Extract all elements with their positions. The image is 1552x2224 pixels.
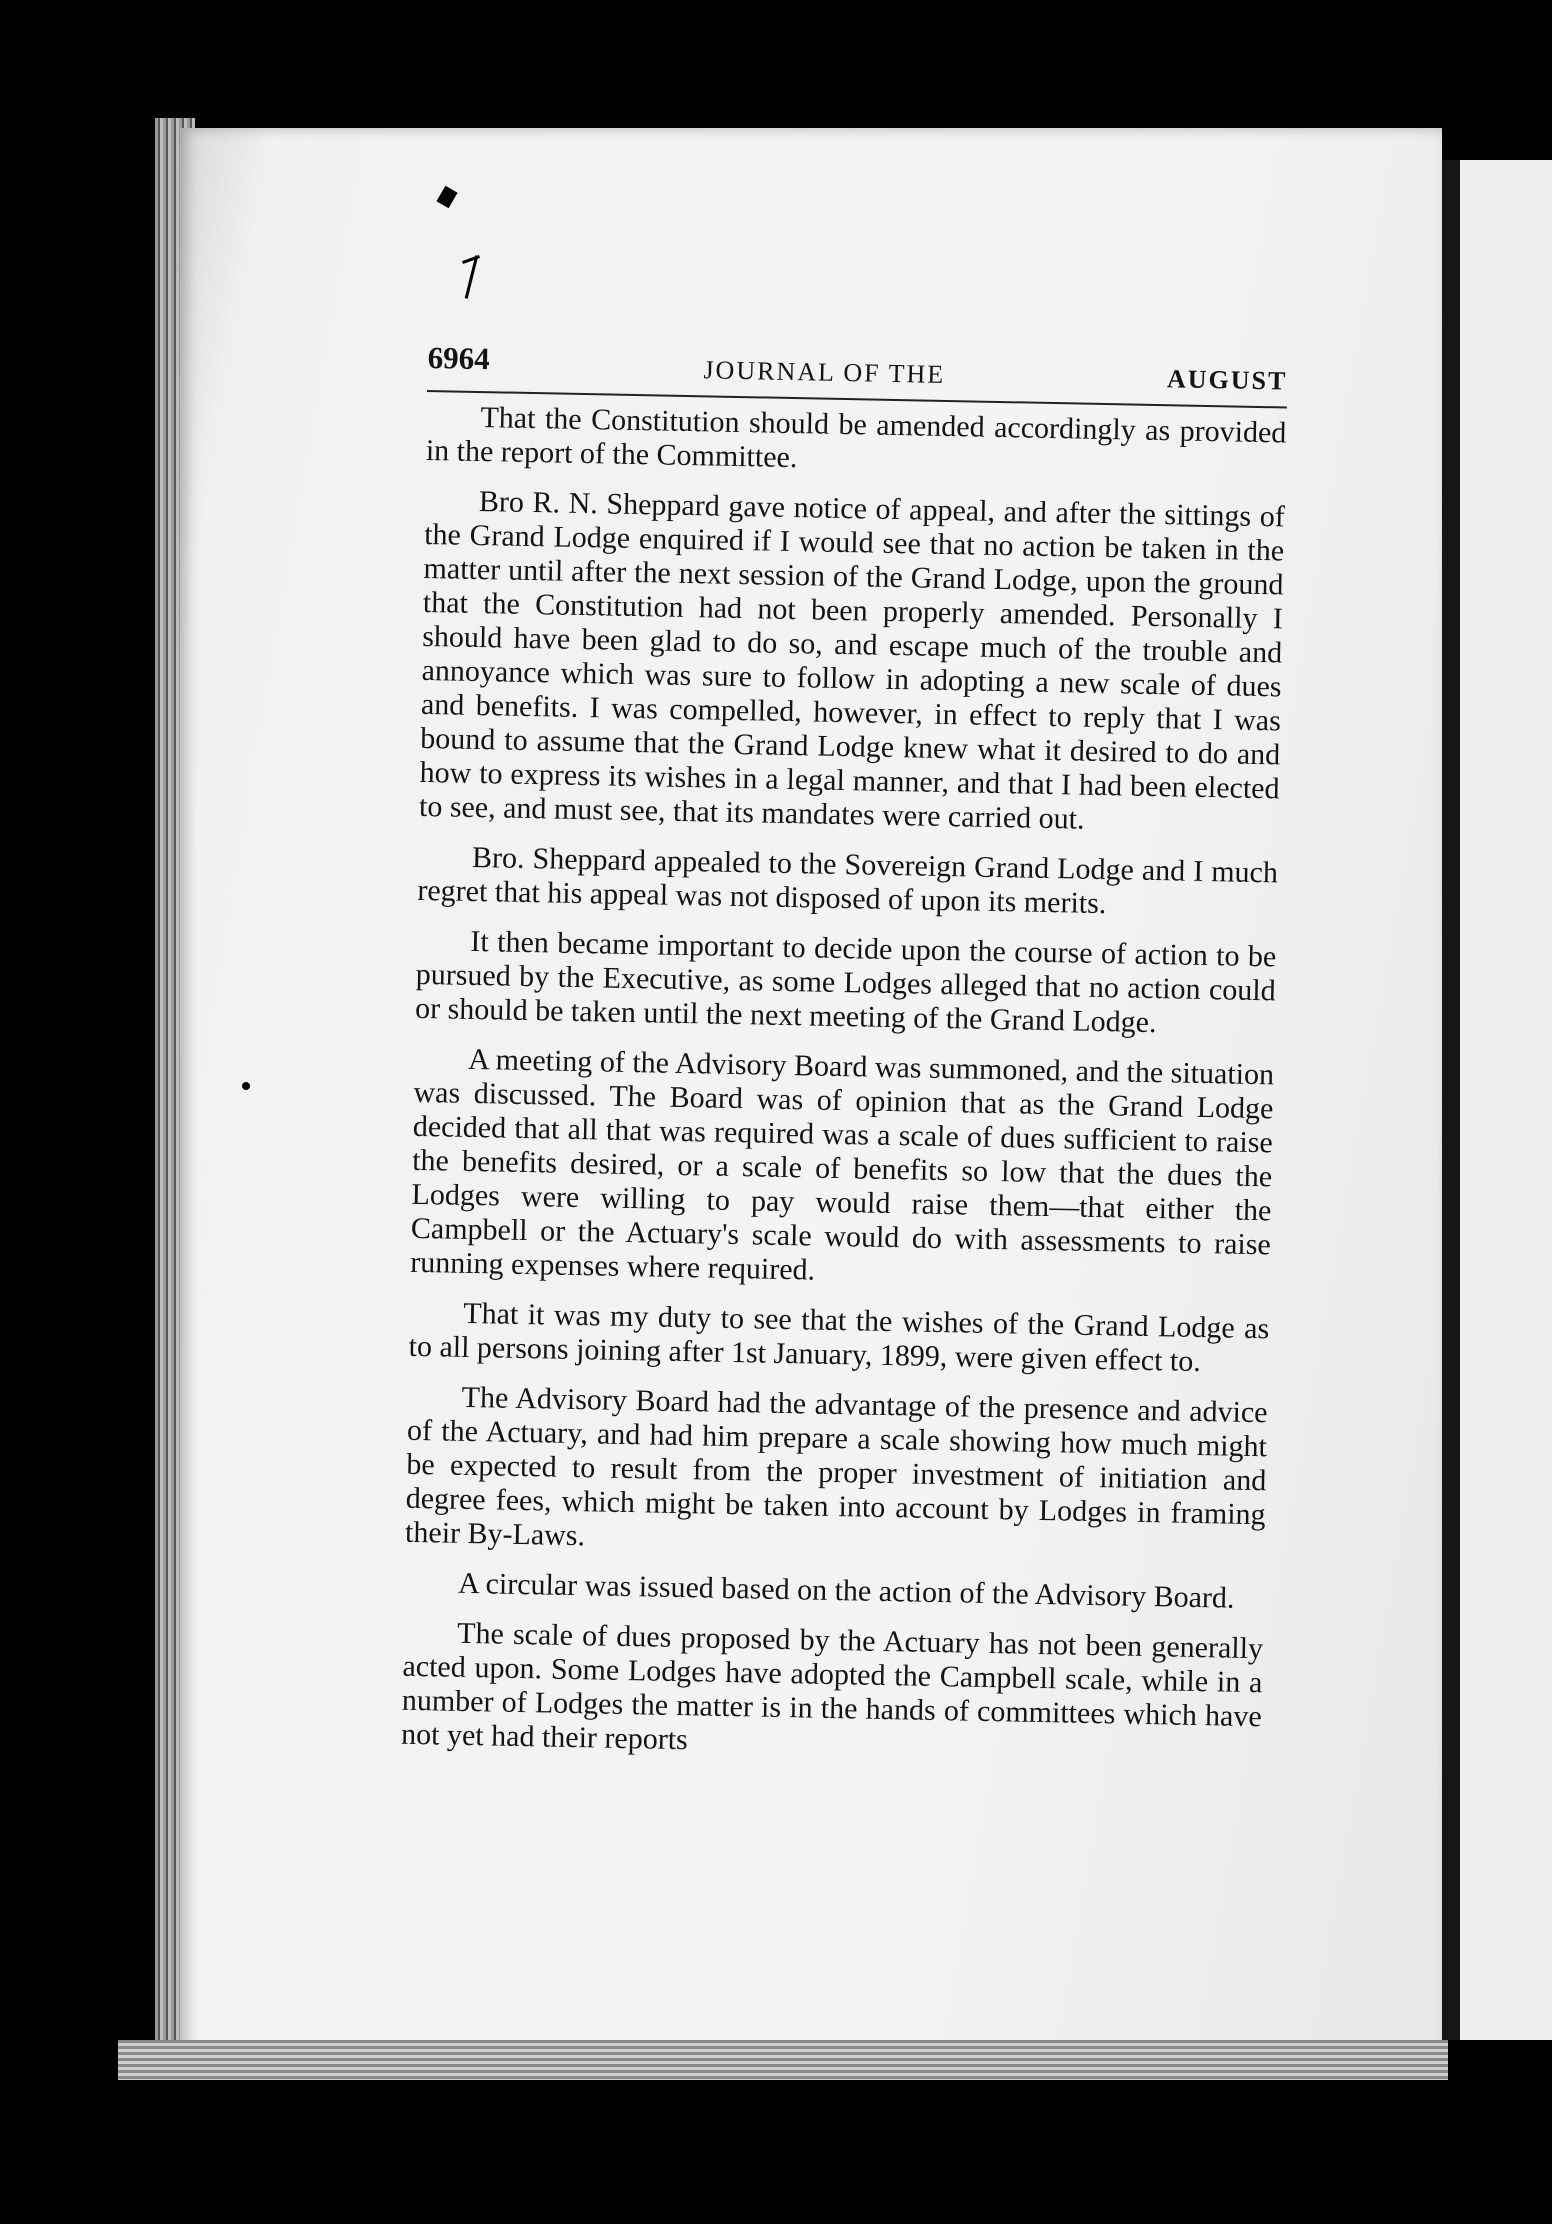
running-title: JOURNAL OF THE (703, 355, 946, 389)
page-content (401, 340, 1288, 1784)
paragraph: The scale of dues proposed by the Actuary has not been generally acted upon. Some Lodges have adopted the Campbell scale, while in a number of Lodges the matter is in the hands of committees which have not yet had their reports (400, 1616, 1264, 1757)
paragraph: That the Constitution should be amended accordingly as provided in the report of the Committee. (425, 401, 1287, 475)
paragraph: It then became important to decide upon the course of action to be pursued by the Executive, as some Lodges alleged that no action could or should be taken until the next meeting of the Grand Lodge. (414, 924, 1277, 1040)
paragraph: Bro R. N. Sheppard gave notice of appeal, and after the sittings of the Grand Lodge enquired if I would see that no action be taken in the matter until after the next session of the Grand Lodge, upon the ground that the Constitution had not been properly amended. Personally I should have been glad to do so, and escape much of the trouble and annoyance which was sure to follow in adopting a new scale of dues and benefits. I was compelled, however, in effect to reply that I was bound to assume that the Grand Lodge knew what it desired to do and how to express its wishes in a legal manner, and that I had been elected to see, and must see, that its mandates were carried out. (418, 485, 1286, 836)
running-month: AUGUST (1166, 364, 1288, 396)
page-bottom-edge (118, 2040, 1448, 2080)
page-number: 6964 (427, 340, 490, 377)
paragraph: Bro. Sheppard appealed to the Sovereign Grand Lodge and I much regret that his appeal was not disposed of upon its merits. (417, 840, 1279, 921)
paragraph: A meeting of the Advisory Board was summoned, and the situation was discussed. The Board was of opinion that as the Grand Lodge decided that all that was required was a scale of dues sufficient to raise the benefits desired, or a scale of benefits so low that the dues the Lodges were willing to pay would raise them—that either the Campbell or the Actuary's scale would do with assessments to raise running expenses where required. (409, 1042, 1275, 1287)
ink-speck (242, 1082, 250, 1090)
body-text (401, 400, 1287, 1768)
paragraph: A circular was issued based on the action of the Advisory Board. (457, 1566, 1235, 1615)
paragraph: That it was my duty to see that the wishes of the Grand Lodge as to all persons joining after 1st January, 1899, were given effect to. (408, 1296, 1270, 1379)
paragraph: The Advisory Board had the advantage of the presence and advice of the Actuary, and had him prepare a scale showing how much might be expected to result from the proper investment of initiation and degree fees, which might be taken into account by Lodges in framing their By-Laws. (404, 1380, 1268, 1553)
